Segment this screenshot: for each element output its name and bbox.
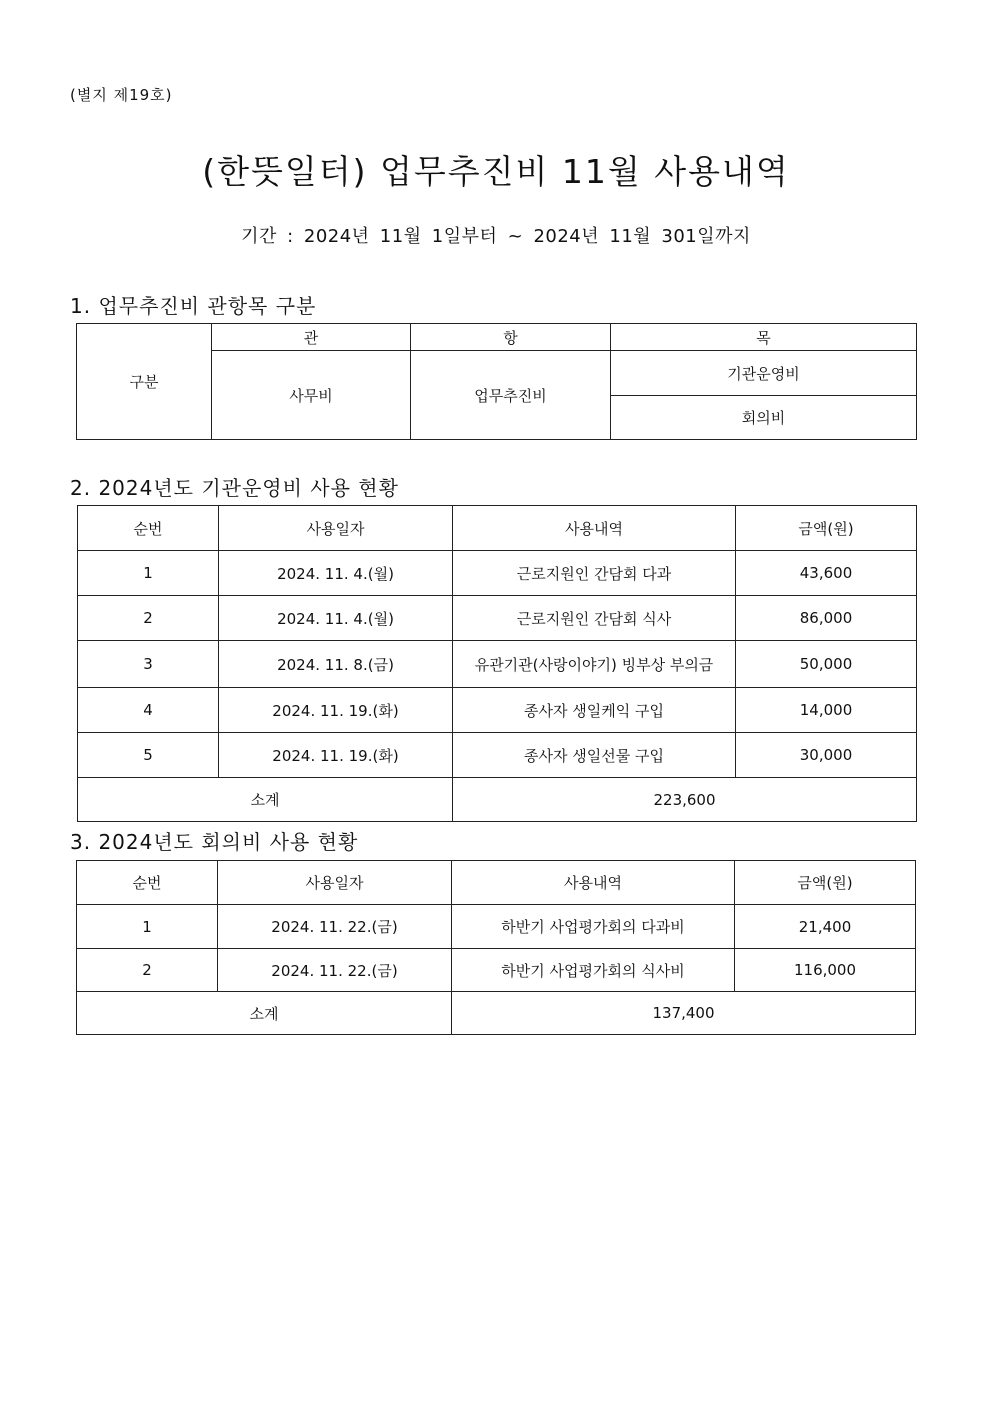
seq-cell: 3: [78, 641, 219, 688]
col-gwan: 관: [212, 324, 411, 351]
header-amount: 금액(원): [736, 506, 917, 551]
seq-cell: 1: [78, 551, 219, 596]
operation-expense-table: [77, 505, 917, 822]
date-cell: 2024. 11. 8.(금): [219, 641, 453, 688]
section1-heading: 1. 업무추진비 관항목 구분: [70, 294, 317, 318]
hang-value: 업무추진비: [411, 351, 611, 440]
header-detail: 사용내역: [452, 861, 735, 905]
header-amount: 금액(원): [735, 861, 916, 905]
table-row: [78, 596, 917, 641]
amount-cell: 50,000: [736, 641, 917, 688]
category-label: 구분: [77, 324, 212, 440]
detail-cell: 근로지원인 간담회 다과: [453, 551, 736, 596]
table-row: [77, 905, 916, 949]
col-mok: 목: [611, 324, 917, 351]
table-row: [78, 551, 917, 596]
date-cell: 2024. 11. 4.(월): [219, 551, 453, 596]
period-text: 기간 : 2024년 11월 1일부터 ~ 2024년 11월 301일까지: [241, 226, 751, 247]
subtotal-label: 소계: [77, 992, 452, 1035]
detail-cell: 근로지원인 간담회 식사: [453, 596, 736, 641]
seq-cell: 4: [78, 688, 219, 733]
header-date: 사용일자: [219, 506, 453, 551]
seq-cell: 5: [78, 733, 219, 778]
mok-value: 회의비: [611, 396, 917, 440]
amount-cell: 14,000: [736, 688, 917, 733]
document-title: (한뜻일터) 업무추진비 11월 사용내역: [202, 152, 790, 191]
amount-cell: 21,400: [735, 905, 916, 949]
meeting-expense-table: [76, 860, 916, 1035]
amount-cell: 43,600: [736, 551, 917, 596]
seq-cell: 2: [78, 596, 219, 641]
subtotal-value: 223,600: [453, 778, 917, 822]
table-row: [78, 733, 917, 778]
form-number: (별지 제19호): [70, 86, 173, 104]
detail-cell: 하반기 사업평가회의 식사비: [452, 949, 735, 992]
date-cell: 2024. 11. 4.(월): [219, 596, 453, 641]
detail-cell: 유관기관(사랑이야기) 빙부상 부의금: [453, 641, 736, 688]
gwan-value: 사무비: [212, 351, 411, 440]
table-row: [78, 641, 917, 688]
table-row: [78, 688, 917, 733]
detail-cell: 종사자 생일선물 구입: [453, 733, 736, 778]
date-cell: 2024. 11. 19.(화): [219, 733, 453, 778]
subtotal-value: 137,400: [452, 992, 916, 1035]
seq-cell: 2: [77, 949, 218, 992]
seq-cell: 1: [77, 905, 218, 949]
header-detail: 사용내역: [453, 506, 736, 551]
subtotal-row: [78, 778, 917, 822]
header-seq: 순번: [77, 861, 218, 905]
detail-cell: 하반기 사업평가회의 다과비: [452, 905, 735, 949]
header-seq: 순번: [78, 506, 219, 551]
date-cell: 2024. 11. 22.(금): [218, 905, 452, 949]
header-date: 사용일자: [218, 861, 452, 905]
date-cell: 2024. 11. 22.(금): [218, 949, 452, 992]
col-hang: 항: [411, 324, 611, 351]
date-cell: 2024. 11. 19.(화): [219, 688, 453, 733]
category-table: [76, 323, 917, 440]
table-row: [77, 949, 916, 992]
section2-heading: 2. 2024년도 기관운영비 사용 현황: [70, 476, 399, 500]
section3-heading: 3. 2024년도 회의비 사용 현황: [70, 830, 359, 854]
amount-cell: 86,000: [736, 596, 917, 641]
detail-cell: 종사자 생일케익 구입: [453, 688, 736, 733]
mok-value: 기관운영비: [611, 351, 917, 396]
subtotal-label: 소계: [78, 778, 453, 822]
subtotal-row: [77, 992, 916, 1035]
amount-cell: 30,000: [736, 733, 917, 778]
amount-cell: 116,000: [735, 949, 916, 992]
